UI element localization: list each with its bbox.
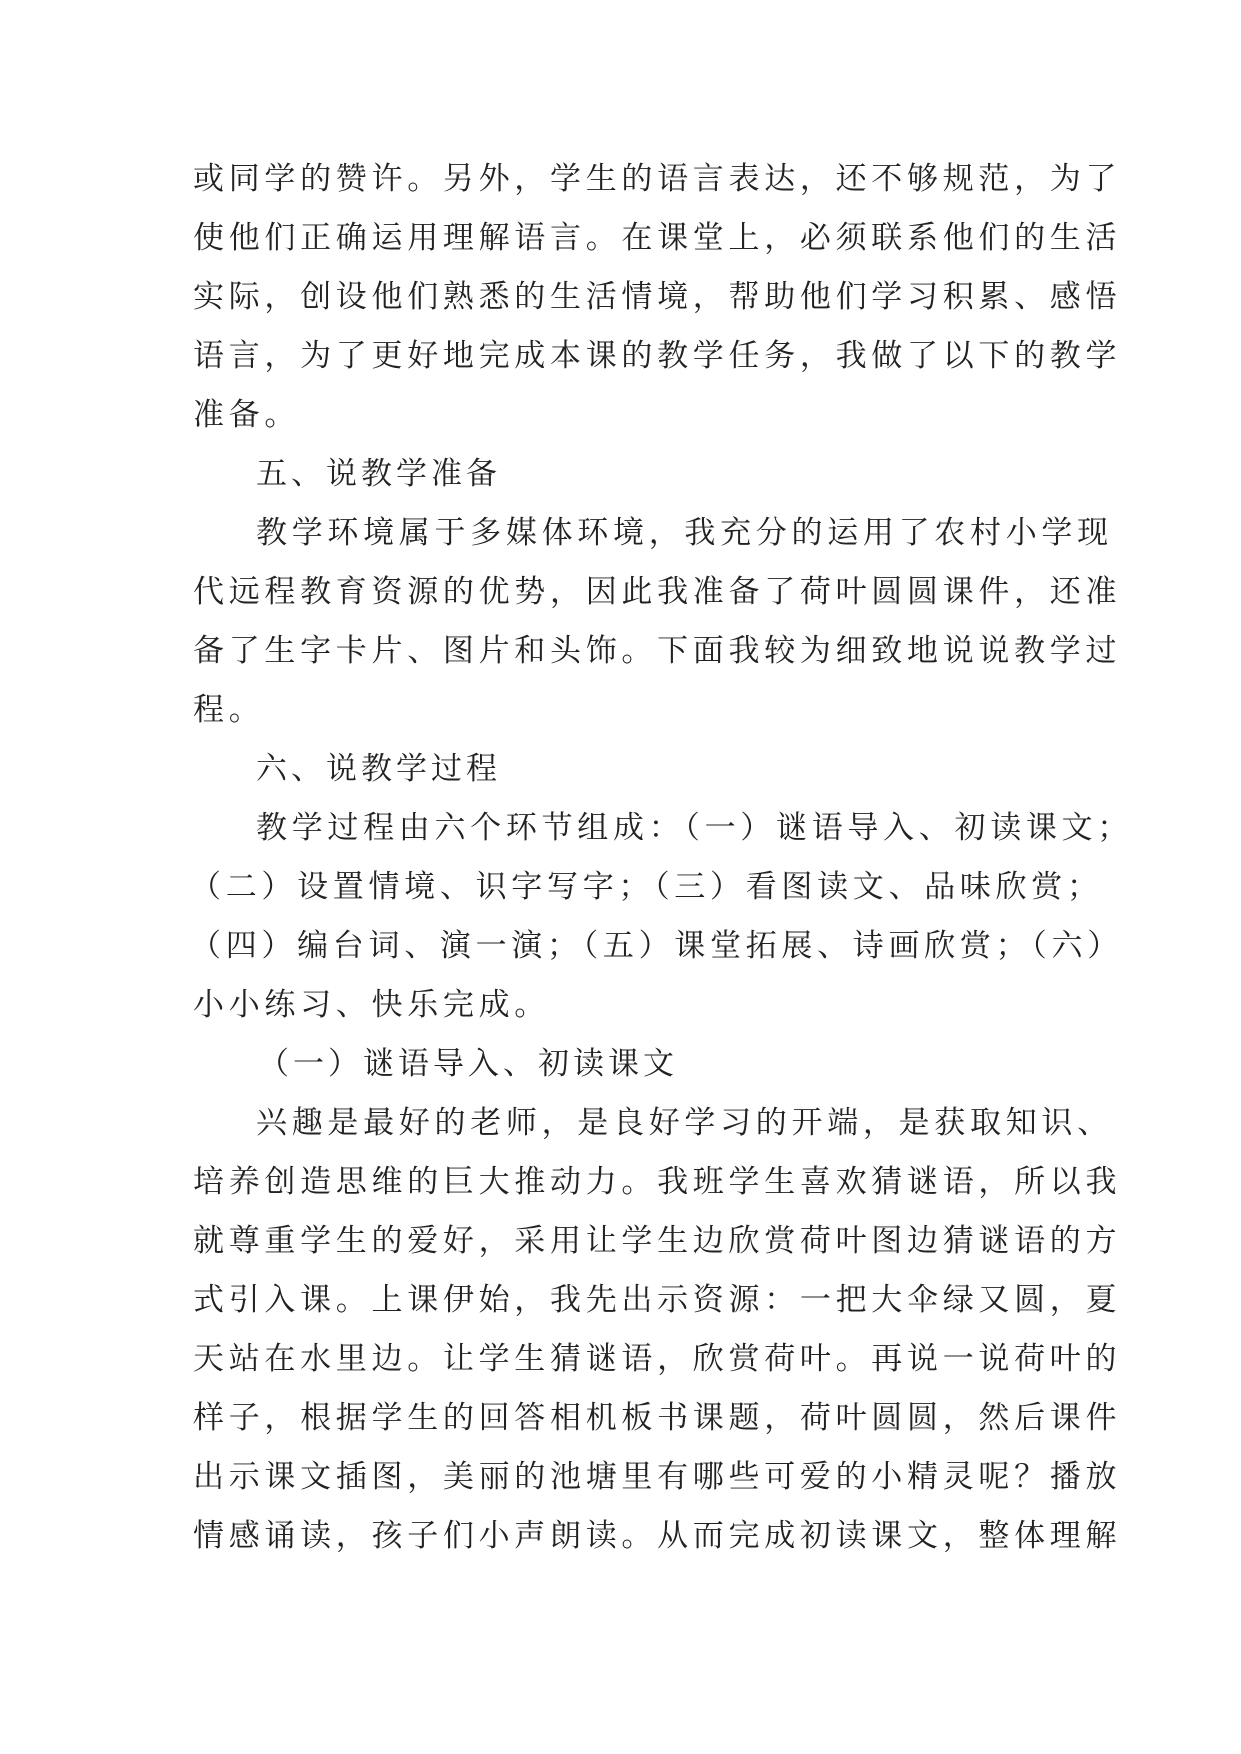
paragraph-line: 培养创造思维的巨大推动力。我班学生喜欢猜谜语，所以我 (193, 1164, 1122, 1200)
paragraph-line: 教学过程由六个环节组成：（一）谜语导入、初读课文； (256, 810, 1133, 846)
section-heading-6: 六、说教学过程 (256, 751, 501, 787)
paragraph-line: 出示课文插图，美丽的池塘里有哪些可爱的小精灵呢？播放 (193, 1459, 1122, 1495)
paragraph-line: 式引入课。上课伊始，我先出示资源：一把大伞绿又圆，夏 (193, 1282, 1122, 1318)
paragraph-line: 语言，为了更好地完成本课的教学任务，我做了以下的教学 (193, 338, 1122, 374)
paragraph-line: 情感诵读，孩子们小声朗读。从而完成初读课文，整体理解 (193, 1518, 1122, 1554)
paragraph-line: 教学环境属于多媒体环境，我充分的运用了农村小学现 (256, 515, 1113, 551)
subsection-heading-1: （一）谜语导入、初读课文 (258, 1046, 678, 1082)
paragraph-line: 天站在水里边。让学生猜谜语，欣赏荷叶。再说一说荷叶的 (193, 1341, 1122, 1377)
paragraph-line: 或同学的赞许。另外，学生的语言表达，还不够规范，为了 (193, 161, 1122, 197)
paragraph-line: 小小练习、快乐完成。 (193, 987, 550, 1023)
paragraph-line: （四）编台词、演一演；（五）课堂拓展、诗画欣赏；（六） (190, 928, 1123, 964)
paragraph-line: 样子，根据学生的回答相机板书课题，荷叶圆圆，然后课件 (193, 1400, 1122, 1436)
paragraph-line: 备了生字卡片、图片和头饰。下面我较为细致地说说教学过 (193, 633, 1122, 669)
paragraph-line: 代远程教育资源的优势，因此我准备了荷叶圆圆课件，还准 (193, 574, 1122, 610)
paragraph-line: 使他们正确运用理解语言。在课堂上，必须联系他们的生活 (193, 220, 1122, 256)
paragraph-line: （二）设置情境、识字写字；（三）看图读文、品味欣赏； (190, 869, 1103, 905)
paragraph-line: 实际，创设他们熟悉的生活情境，帮助他们学习积累、感悟 (193, 279, 1122, 315)
paragraph-line: 程。 (193, 692, 265, 728)
paragraph-line: 就尊重学生的爱好，采用让学生边欣赏荷叶图边猜谜语的方 (193, 1223, 1122, 1259)
section-heading-5: 五、说教学准备 (256, 456, 501, 492)
paragraph-line: 兴趣是最好的老师，是良好学习的开端，是获取知识、 (256, 1105, 1113, 1141)
paragraph-line: 准备。 (193, 397, 301, 433)
